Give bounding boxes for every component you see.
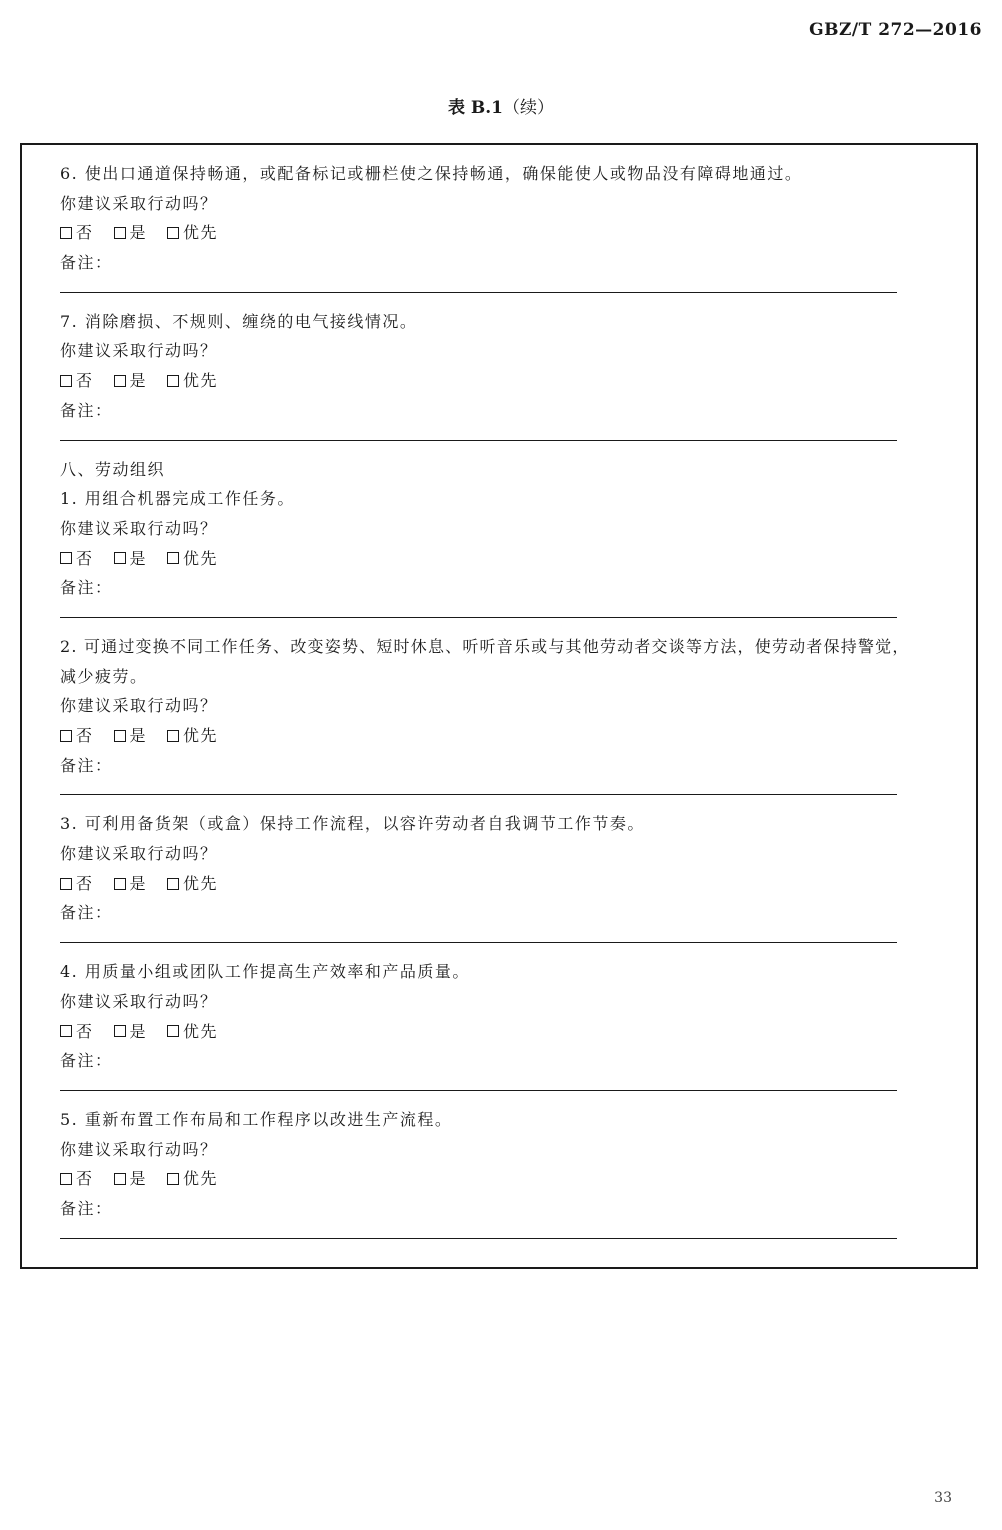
remarks-label: 备注： (60, 903, 113, 923)
option-label: 是 (129, 1169, 148, 1189)
checkbox-yes[interactable] (114, 375, 126, 387)
option-label: 否 (76, 371, 94, 391)
checkbox-priority[interactable] (167, 552, 179, 564)
page-number: 33 (934, 1490, 952, 1506)
answer-options (60, 1017, 960, 1047)
option-no[interactable] (60, 218, 94, 248)
checklist-item (60, 1105, 960, 1239)
answer-options (60, 544, 960, 574)
checklist-item (60, 957, 960, 1091)
action-question: 你建议采取行动吗？ (60, 844, 218, 864)
option-label: 否 (76, 548, 94, 568)
option-label: 否 (76, 1021, 94, 1041)
option-yes[interactable] (114, 1164, 148, 1194)
checkbox-yes[interactable] (114, 1025, 126, 1037)
option-label: 否 (76, 873, 94, 893)
option-label: 优先 (183, 873, 219, 893)
section-heading: 八、劳动组织 (60, 459, 166, 479)
option-label: 优先 (183, 223, 219, 243)
item-statement: 4. 用质量小组或团队工作提高生产效率和产品质量。 (60, 962, 470, 982)
answer-options (60, 869, 960, 899)
option-label: 是 (129, 726, 148, 745)
checkbox-no[interactable] (60, 1025, 72, 1037)
remarks-label: 备注： (60, 755, 113, 775)
checklist-items (60, 159, 960, 1253)
option-label: 优先 (183, 726, 219, 745)
answer-options (60, 721, 960, 751)
checklist-item (60, 159, 960, 293)
option-priority[interactable] (167, 1164, 218, 1194)
option-yes[interactable] (114, 218, 148, 248)
option-label: 优先 (183, 1169, 219, 1189)
checkbox-priority[interactable] (167, 227, 179, 239)
checkbox-yes[interactable] (114, 730, 126, 742)
checkbox-no[interactable] (60, 878, 72, 890)
option-yes[interactable] (114, 544, 148, 574)
remarks-label: 备注： (60, 1198, 113, 1218)
action-question: 你建议采取行动吗？ (60, 696, 218, 716)
option-yes[interactable] (114, 1017, 148, 1047)
table-title-suffix: （续） (503, 98, 555, 118)
remarks-line[interactable] (60, 292, 897, 293)
remarks-line[interactable] (60, 1090, 897, 1091)
remarks-label: 备注： (60, 1051, 113, 1071)
option-label: 是 (129, 548, 148, 568)
option-label: 否 (76, 726, 94, 745)
answer-options (60, 218, 960, 248)
item-statement: 1. 用组合机器完成工作任务。 (60, 489, 295, 509)
option-priority[interactable] (167, 544, 218, 574)
checkbox-priority[interactable] (167, 375, 179, 387)
checkbox-no[interactable] (60, 1173, 72, 1185)
option-label: 是 (129, 223, 148, 243)
remarks-line[interactable] (60, 617, 897, 618)
option-label: 优先 (183, 1021, 219, 1041)
remarks-line[interactable] (60, 440, 897, 441)
option-no[interactable] (60, 869, 94, 899)
table-title-label: 表 B.1 (447, 98, 504, 118)
checkbox-yes[interactable] (114, 878, 126, 890)
item-statement: 7. 消除磨损、不规则、缠绕的电气接线情况。 (60, 311, 418, 331)
option-priority[interactable] (167, 1017, 218, 1047)
option-no[interactable] (60, 544, 94, 574)
action-question: 你建议采取行动吗？ (60, 193, 218, 213)
table-title (0, 93, 1002, 118)
checkbox-no[interactable] (60, 227, 72, 239)
option-priority[interactable] (167, 721, 218, 751)
remarks-label: 备注： (60, 578, 113, 598)
option-yes[interactable] (114, 721, 148, 751)
document-code: GBZ/T 272—2016 (809, 20, 982, 40)
checkbox-no[interactable] (60, 552, 72, 564)
option-label: 否 (76, 223, 94, 243)
option-no[interactable] (60, 366, 94, 396)
item-statement: 2. 可通过变换不同工作任务、改变姿势、短时休息、听听音乐或与其他劳动者交谈等方法，使劳动者保持警觉， (60, 636, 910, 656)
checkbox-no[interactable] (60, 730, 72, 742)
checkbox-priority[interactable] (167, 878, 179, 890)
option-label: 是 (129, 371, 148, 391)
checklist-item (60, 809, 960, 943)
option-yes[interactable] (114, 869, 148, 899)
remarks-label: 备注： (60, 253, 113, 273)
item-statement: 6. 使出口通道保持畅通，或配备标记或栅栏使之保持畅通，确保能使人或物品没有障碍地通过。 (60, 164, 803, 183)
option-priority[interactable] (167, 218, 218, 248)
checkbox-priority[interactable] (167, 1173, 179, 1185)
checkbox-priority[interactable] (167, 1025, 179, 1037)
checkbox-yes[interactable] (114, 227, 126, 239)
option-label: 是 (129, 873, 148, 893)
option-yes[interactable] (114, 366, 148, 396)
checklist-item (60, 484, 960, 618)
option-priority[interactable] (167, 366, 218, 396)
option-priority[interactable] (167, 869, 218, 899)
checklist-item (60, 632, 960, 795)
option-no[interactable] (60, 721, 94, 751)
item-statement: 3. 可利用备货架（或盒）保持工作流程，以容许劳动者自我调节工作节奏。 (60, 814, 645, 834)
checkbox-yes[interactable] (114, 1173, 126, 1185)
item-statement-continuation: 减少疲劳。 (60, 666, 148, 686)
action-question: 你建议采取行动吗？ (60, 991, 218, 1011)
remarks-label: 备注： (60, 400, 113, 420)
item-statement: 5. 重新布置工作布局和工作程序以改进生产流程。 (60, 1109, 453, 1129)
option-label: 优先 (183, 548, 219, 568)
answer-options (60, 1164, 960, 1194)
remarks-line[interactable] (60, 942, 897, 943)
option-label: 优先 (183, 371, 219, 391)
checkbox-priority[interactable] (167, 730, 179, 742)
remarks-line[interactable] (60, 1238, 897, 1239)
action-question: 你建议采取行动吗？ (60, 341, 218, 361)
checkbox-yes[interactable] (114, 552, 126, 564)
option-no[interactable] (60, 1164, 94, 1194)
table-frame (20, 143, 978, 1269)
action-question: 你建议采取行动吗？ (60, 518, 218, 538)
option-label: 否 (76, 1169, 94, 1189)
action-question: 你建议采取行动吗？ (60, 1139, 218, 1159)
checklist-item (60, 307, 960, 441)
option-label: 是 (129, 1021, 148, 1041)
checkbox-no[interactable] (60, 375, 72, 387)
answer-options (60, 366, 960, 396)
option-no[interactable] (60, 1017, 94, 1047)
remarks-line[interactable] (60, 794, 897, 795)
